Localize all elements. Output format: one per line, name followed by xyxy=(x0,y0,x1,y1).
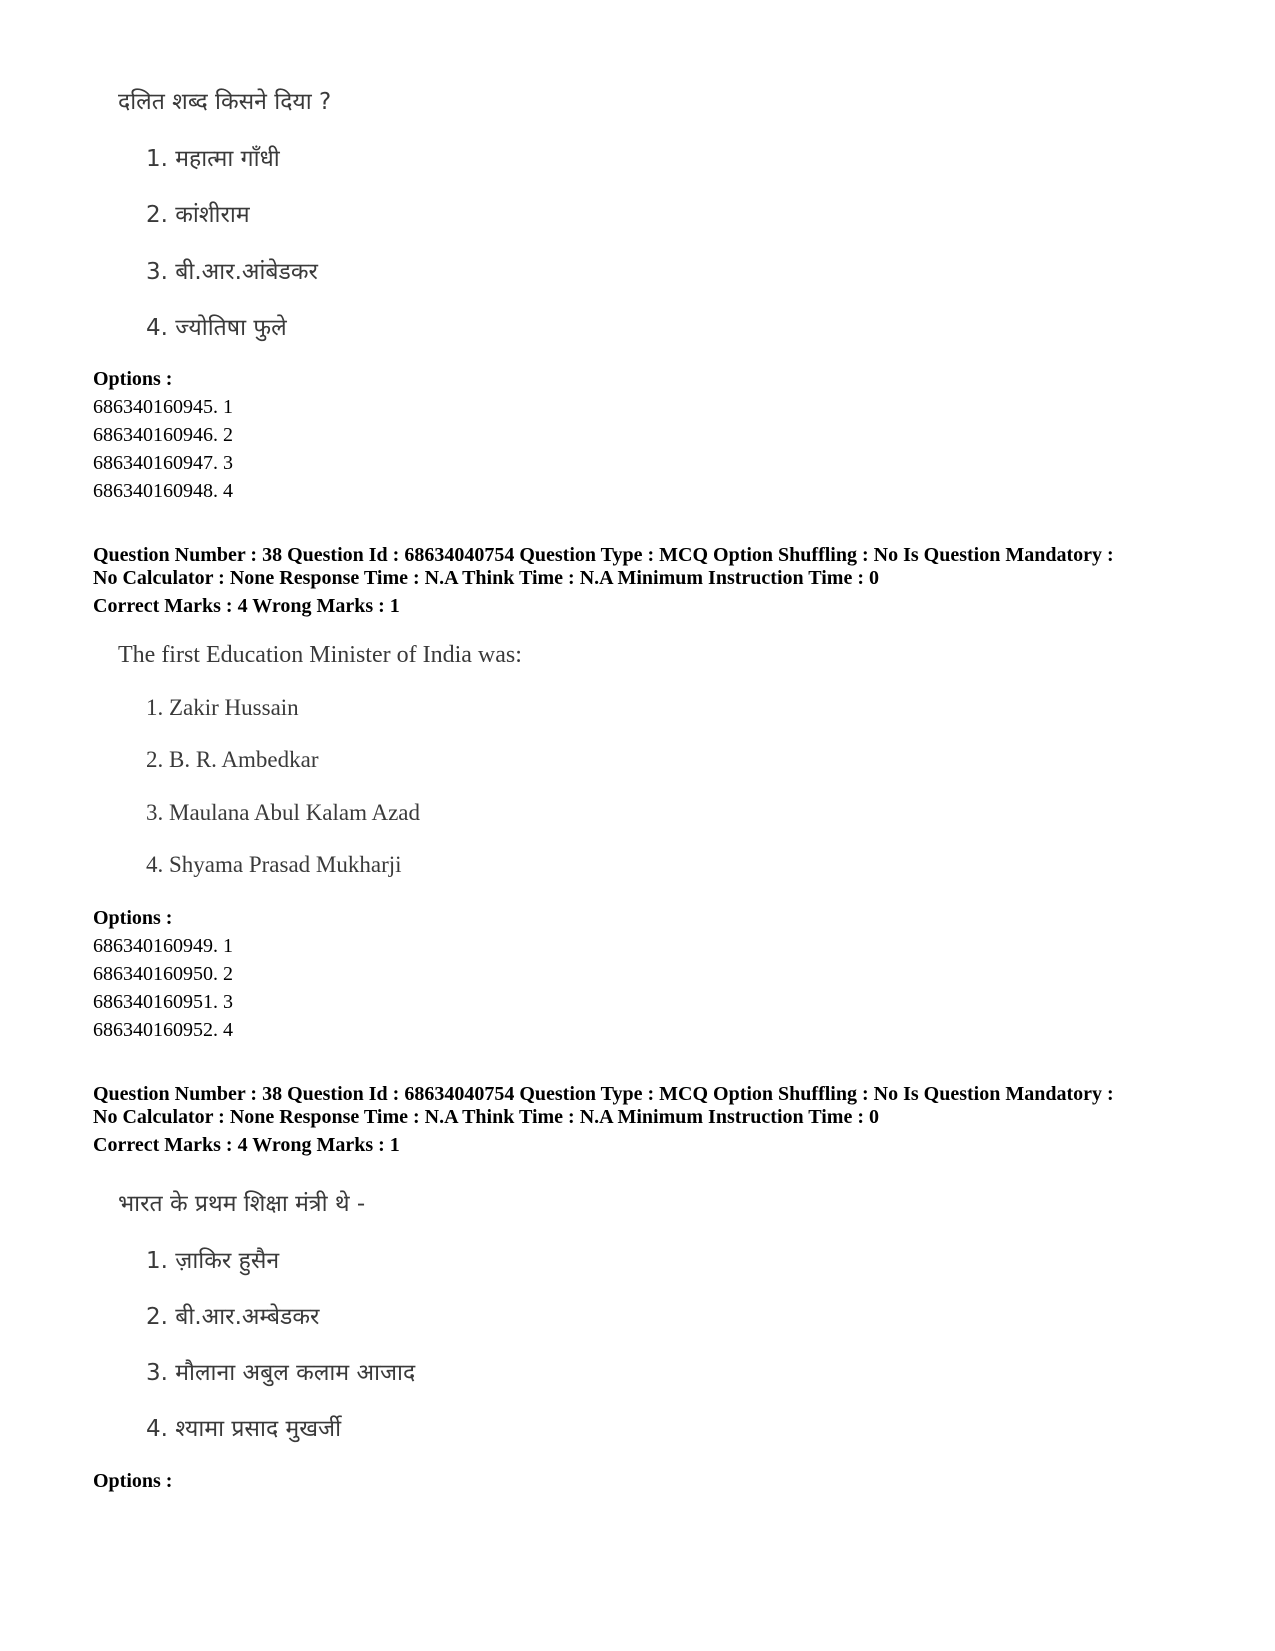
option-id: 686340160952. 4 xyxy=(93,1019,233,1041)
option-id: 686340160951. 3 xyxy=(93,991,233,1013)
question-meta: Question Number : 38 Question Id : 68634040754 Question Type : MCQ Option Shuffling : No Is Question Mandatory : xyxy=(93,544,1114,566)
question-choice: 4. श्यामा प्रसाद मुखर्जी xyxy=(146,1416,342,1442)
question-meta: No Calculator : None Response Time : N.A Think Time : N.A Minimum Instruction Time : 0 xyxy=(93,567,879,589)
question-choice: 2. बी.आर.अम्बेडकर xyxy=(146,1304,320,1330)
option-id: 686340160945. 1 xyxy=(93,396,233,418)
options-label: Options : xyxy=(93,907,173,929)
question-stem: भारत के प्रथम शिक्षा मंत्री थे - xyxy=(118,1191,366,1217)
question-stem: दलित शब्द किसने दिया ? xyxy=(118,89,332,115)
option-id: 686340160946. 2 xyxy=(93,424,233,446)
question-choice: 1. महात्मा गाँधी xyxy=(146,146,280,172)
option-id: 686340160950. 2 xyxy=(93,963,233,985)
question-choice: 1. Zakir Hussain xyxy=(146,695,299,720)
question-choice: 3. Maulana Abul Kalam Azad xyxy=(146,800,421,825)
question-marks: Correct Marks : 4 Wrong Marks : 1 xyxy=(93,1134,400,1156)
question-choice: 2. कांशीराम xyxy=(146,202,250,228)
question-choice: 3. मौलाना अबुल कलाम आजाद xyxy=(146,1360,416,1386)
options-label: Options : xyxy=(93,1470,173,1492)
question-choice: 1. ज़ाकिर हुसैन xyxy=(146,1248,280,1274)
question-choice: 4. ज्योतिषा फुले xyxy=(146,315,287,341)
option-id: 686340160947. 3 xyxy=(93,452,233,474)
option-id: 686340160948. 4 xyxy=(93,480,233,502)
question-choice: 2. B. R. Ambedkar xyxy=(146,747,319,772)
question-choice: 3. बी.आर.आंबेडकर xyxy=(146,259,318,285)
option-id: 686340160949. 1 xyxy=(93,935,233,957)
question-marks: Correct Marks : 4 Wrong Marks : 1 xyxy=(93,595,400,617)
question-choice: 4. Shyama Prasad Mukharji xyxy=(146,852,402,877)
options-label: Options : xyxy=(93,368,173,390)
question-stem: The first Education Minister of India was: xyxy=(118,642,522,668)
question-meta: No Calculator : None Response Time : N.A Think Time : N.A Minimum Instruction Time : 0 xyxy=(93,1106,879,1128)
question-meta: Question Number : 38 Question Id : 68634040754 Question Type : MCQ Option Shuffling : No Is Question Mandatory : xyxy=(93,1083,1114,1105)
